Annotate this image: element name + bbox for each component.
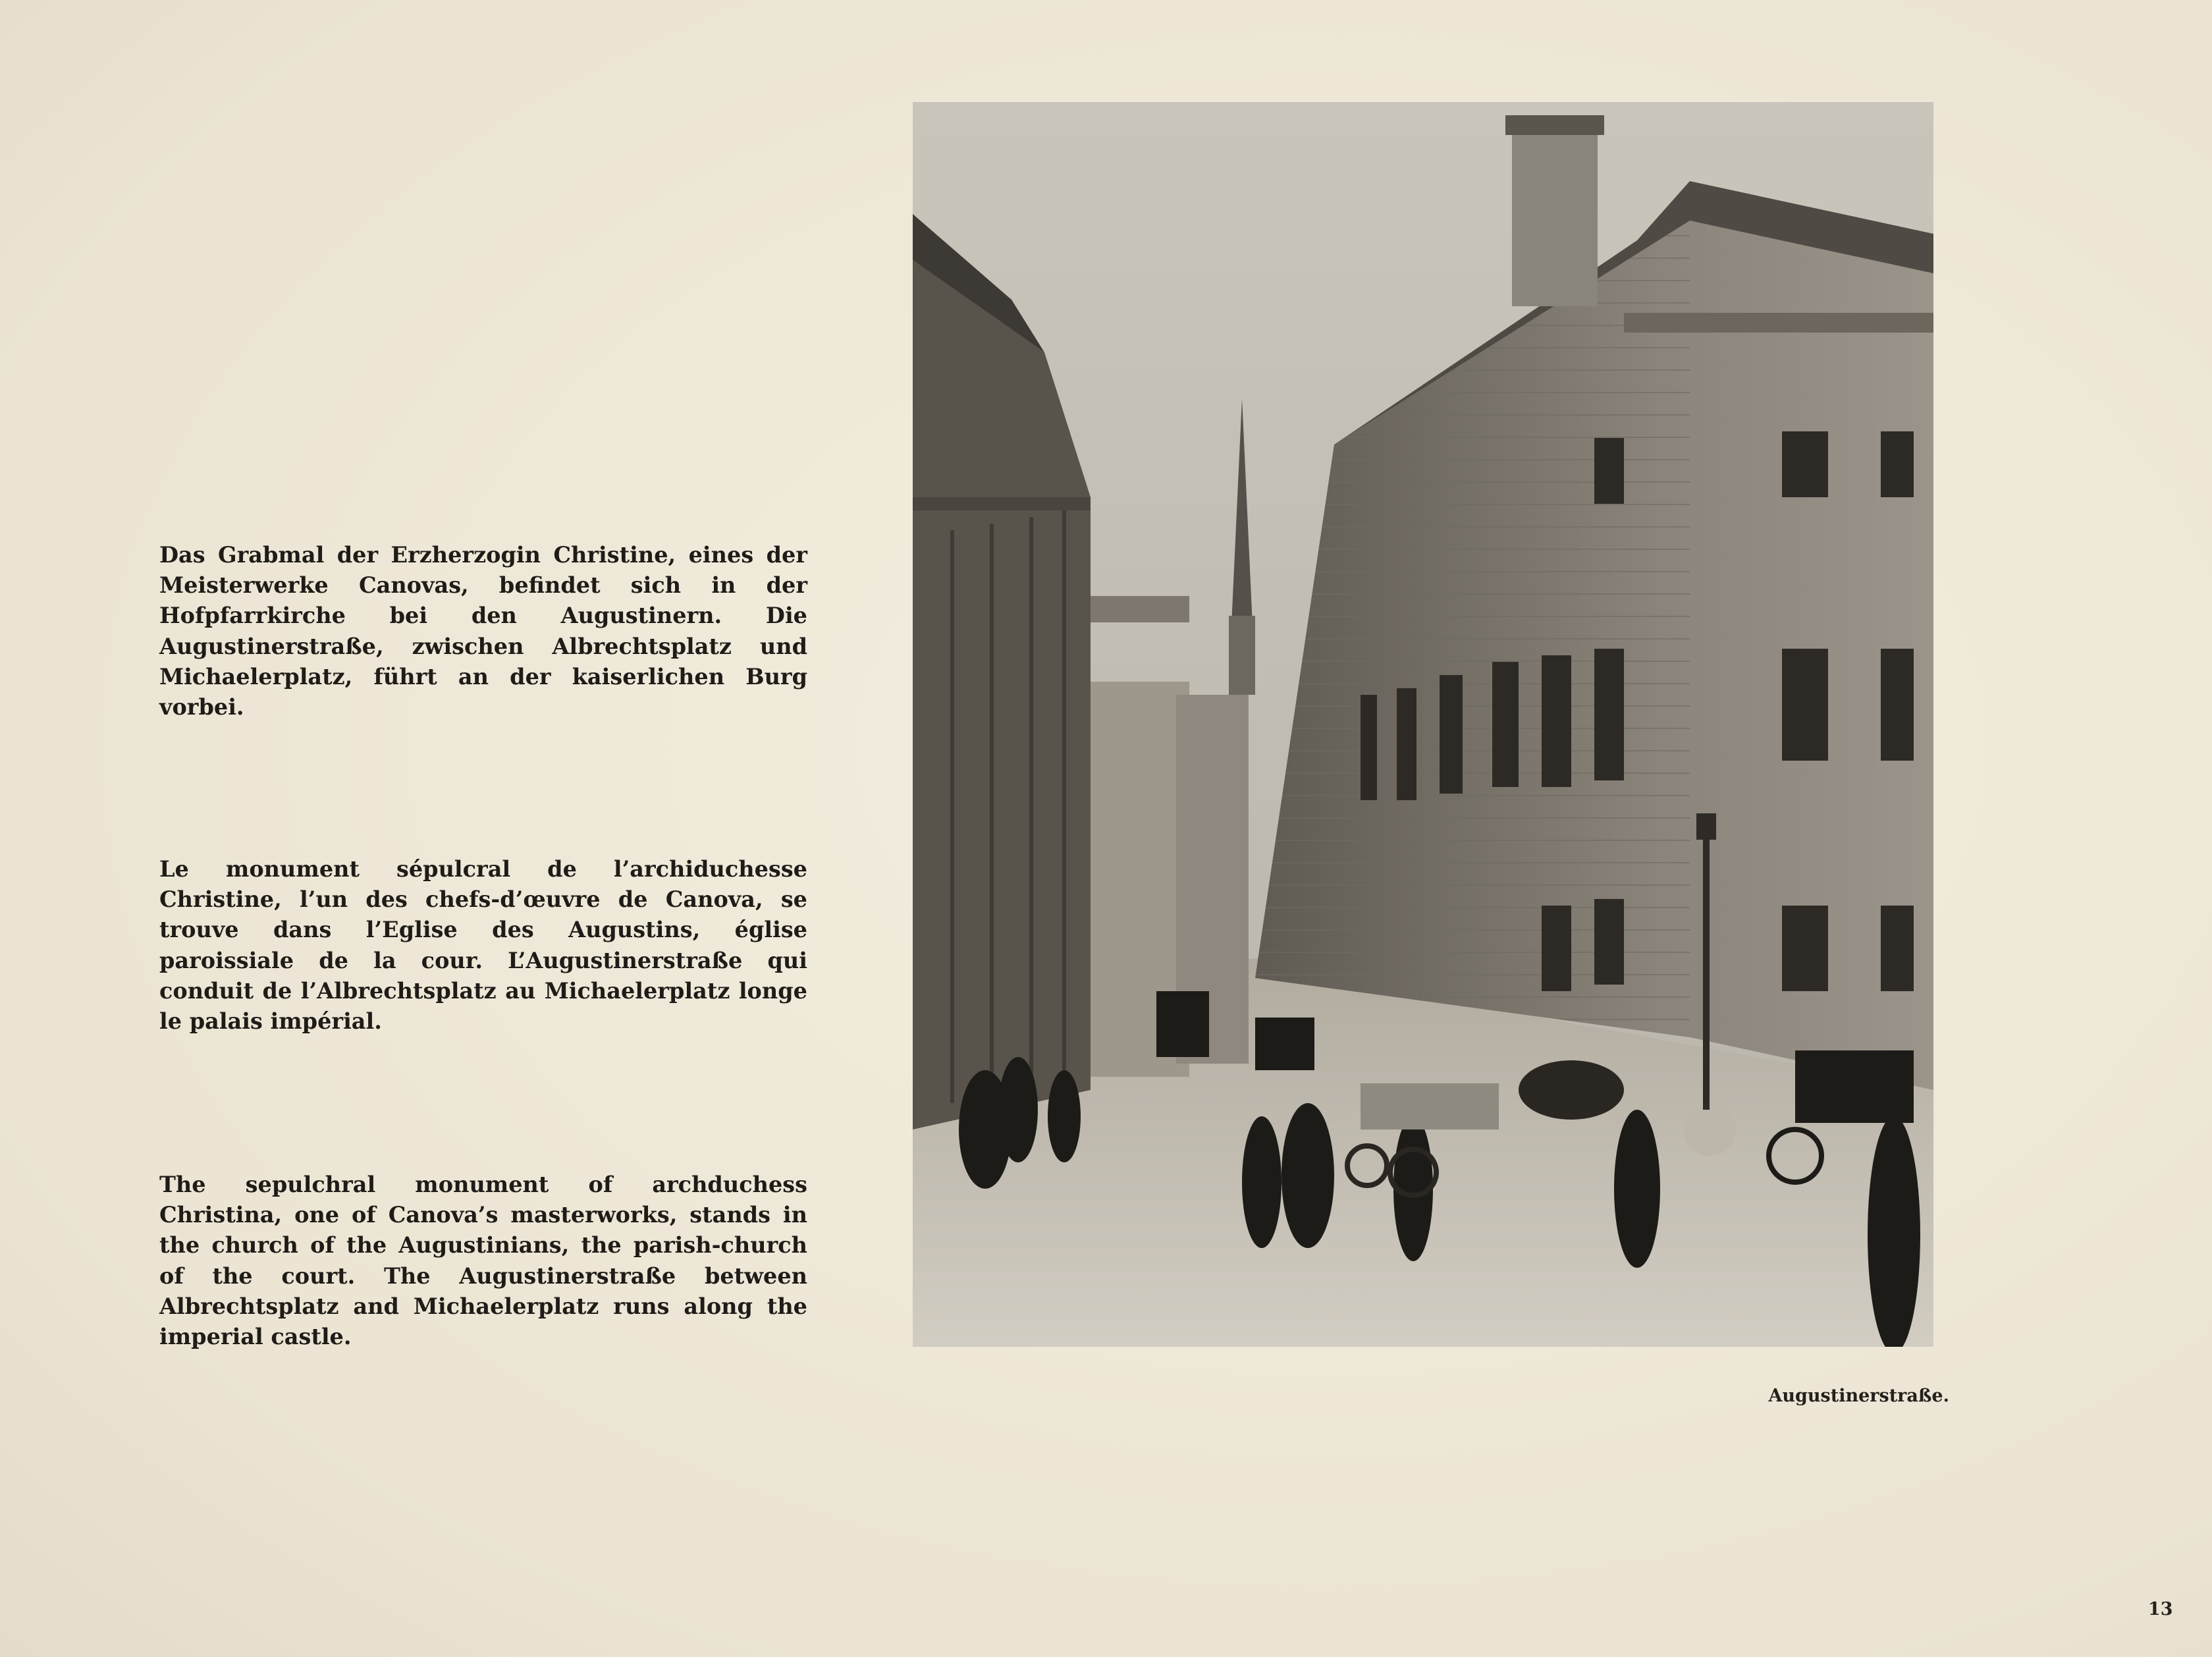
street-photograph [913, 102, 1933, 1347]
photograph-illustration [913, 102, 1933, 1347]
photo-caption: Augustinerstraße. [1768, 1386, 1949, 1406]
german-paragraph: Das Grabmal der Erzherzogin Christine, eines der Meisterwerke Canovas, befindet sich in der Hofpfarrkirche bei den Augustinern. Die Augustinerstraße, zwischen Albrechtsplatz und Michaelerplatz, führt an der kaiserlichen Burg vorbei. [159, 542, 807, 720]
page-number: 13 [2148, 1599, 2173, 1619]
french-paragraph: Le monument sépulcral de l’archiduchesse Christine, l’un des chefs-d’œuvre de Canova, se trouve dans l’Eglise des Augustins, église paroissiale de la cour. L’Augustinerstraße qui conduit de l’Albrechtsplatz au Michaelerplatz longe le palais impérial. [159, 856, 807, 1035]
english-paragraph: The sepulchral monument of archduchess Christina, one of Canova’s masterworks, stands in the church of the Augustinians, the parish-church of the court. The Augustinerstraße between Albrechtsplatz and Michaelerplatz runs along the imperial castle. [159, 1172, 807, 1350]
